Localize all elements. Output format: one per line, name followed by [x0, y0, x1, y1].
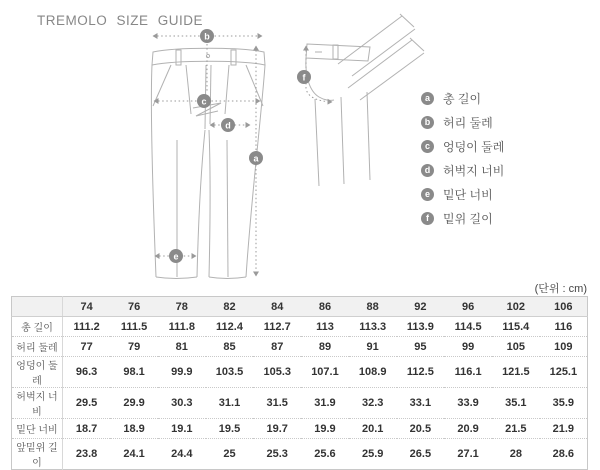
value-cell: 19.5 — [206, 419, 254, 439]
value-cell: 112.4 — [206, 317, 254, 337]
value-cell: 113.3 — [349, 317, 397, 337]
size-table-body — [12, 317, 588, 470]
value-cell: 24.4 — [158, 439, 206, 470]
size-column-header: 92 — [397, 297, 445, 317]
value-cell: 21.9 — [540, 419, 588, 439]
legend-item — [421, 212, 504, 225]
value-cell: 31.9 — [301, 388, 349, 419]
corner-cell — [12, 297, 63, 317]
value-cell: 111.8 — [158, 317, 206, 337]
size-column-header: 102 — [492, 297, 540, 317]
legend-label: 총 길이 — [443, 92, 482, 106]
value-cell: 116.1 — [444, 357, 492, 388]
legend-label: 밑단 너비 — [443, 188, 493, 202]
page-title: TREMOLO SIZE GUIDE — [37, 13, 204, 28]
legend-badge-b: b — [421, 116, 434, 129]
size-column-header: 74 — [63, 297, 111, 317]
value-cell: 33.1 — [397, 388, 445, 419]
value-cell: 81 — [158, 337, 206, 357]
row-label: 허벅지 너비 — [12, 388, 63, 419]
size-column-header: 78 — [158, 297, 206, 317]
svg-text:b: b — [204, 31, 210, 42]
legend-badge-e: e — [421, 188, 434, 201]
legend-badge-c: c — [421, 140, 434, 153]
size-column-header: 96 — [444, 297, 492, 317]
pants-front-view — [151, 48, 265, 278]
svg-text:d: d — [225, 120, 231, 131]
value-cell: 87 — [253, 337, 301, 357]
value-cell: 99 — [444, 337, 492, 357]
legend-item — [421, 188, 504, 201]
value-cell: 35.1 — [492, 388, 540, 419]
value-cell: 105 — [492, 337, 540, 357]
legend-label: 허벅지 너비 — [443, 164, 505, 178]
table-row — [12, 357, 588, 388]
size-table — [11, 296, 588, 470]
value-cell: 19.9 — [301, 419, 349, 439]
value-cell: 24.1 — [110, 439, 158, 470]
unit-note: (단위 : cm) — [534, 283, 587, 295]
svg-text:a: a — [253, 153, 259, 164]
measurement-legend — [421, 92, 504, 225]
legend-item — [421, 116, 504, 129]
svg-text:e: e — [173, 251, 179, 262]
value-cell: 111.5 — [110, 317, 158, 337]
value-cell: 114.5 — [444, 317, 492, 337]
value-cell: 95 — [397, 337, 445, 357]
value-cell: 111.2 — [63, 317, 111, 337]
table-row — [12, 317, 588, 337]
value-cell: 28 — [492, 439, 540, 470]
value-cell: 109 — [540, 337, 588, 357]
value-cell: 107.1 — [301, 357, 349, 388]
size-table-header-row — [12, 297, 588, 317]
row-label: 허리 둘레 — [12, 337, 63, 357]
value-cell: 105.3 — [253, 357, 301, 388]
value-cell: 112.7 — [253, 317, 301, 337]
value-cell: 19.7 — [253, 419, 301, 439]
value-cell: 99.9 — [158, 357, 206, 388]
value-cell: 25.3 — [253, 439, 301, 470]
value-cell: 19.1 — [158, 419, 206, 439]
value-cell: 18.9 — [110, 419, 158, 439]
size-column-header: 84 — [253, 297, 301, 317]
value-cell: 25 — [206, 439, 254, 470]
row-label: 엉덩이 둘레 — [12, 357, 63, 388]
value-cell: 21.5 — [492, 419, 540, 439]
value-cell: 31.5 — [253, 388, 301, 419]
value-cell: 85 — [206, 337, 254, 357]
legend-label: 허리 둘레 — [443, 116, 493, 130]
value-cell: 91 — [349, 337, 397, 357]
value-cell: 25.9 — [349, 439, 397, 470]
value-cell: 112.5 — [397, 357, 445, 388]
value-cell: 33.9 — [444, 388, 492, 419]
value-cell: 121.5 — [492, 357, 540, 388]
legend-item — [421, 92, 504, 105]
legend-item — [421, 140, 504, 153]
size-column-header: 82 — [206, 297, 254, 317]
table-row — [12, 439, 588, 470]
pants-side-view — [306, 14, 424, 186]
size-column-header: 76 — [110, 297, 158, 317]
value-cell: 26.5 — [397, 439, 445, 470]
value-cell: 29.5 — [63, 388, 111, 419]
svg-text:f: f — [302, 72, 306, 83]
legend-label: 엉덩이 둘레 — [443, 140, 505, 154]
row-label: 밑단 너비 — [12, 419, 63, 439]
size-column-header: 106 — [540, 297, 588, 317]
value-cell: 31.1 — [206, 388, 254, 419]
value-cell: 96.3 — [63, 357, 111, 388]
value-cell: 23.8 — [63, 439, 111, 470]
legend-item — [421, 164, 504, 177]
value-cell: 28.6 — [540, 439, 588, 470]
row-label: 앞밑위 길이 — [12, 439, 63, 470]
value-cell: 35.9 — [540, 388, 588, 419]
value-cell: 116 — [540, 317, 588, 337]
table-row — [12, 419, 588, 439]
value-cell: 20.1 — [349, 419, 397, 439]
row-label: 총 길이 — [12, 317, 63, 337]
value-cell: 115.4 — [492, 317, 540, 337]
value-cell: 25.6 — [301, 439, 349, 470]
value-cell: 32.3 — [349, 388, 397, 419]
measurement-markers — [153, 29, 332, 276]
value-cell: 113 — [301, 317, 349, 337]
value-cell: 89 — [301, 337, 349, 357]
table-row — [12, 388, 588, 419]
size-column-header: 86 — [301, 297, 349, 317]
table-row — [12, 337, 588, 357]
value-cell: 20.5 — [397, 419, 445, 439]
value-cell: 77 — [63, 337, 111, 357]
legend-badge-a: a — [421, 92, 434, 105]
legend-label: 밑위 길이 — [443, 212, 493, 226]
value-cell: 29.9 — [110, 388, 158, 419]
value-cell: 30.3 — [158, 388, 206, 419]
legend-badge-f: f — [421, 212, 434, 225]
value-cell: 27.1 — [444, 439, 492, 470]
value-cell: 98.1 — [110, 357, 158, 388]
svg-text:c: c — [201, 96, 207, 107]
value-cell: 125.1 — [540, 357, 588, 388]
legend-badge-d: d — [421, 164, 434, 177]
size-column-header: 88 — [349, 297, 397, 317]
size-table-container — [11, 296, 588, 470]
value-cell: 79 — [110, 337, 158, 357]
value-cell: 20.9 — [444, 419, 492, 439]
value-cell: 108.9 — [349, 357, 397, 388]
value-cell: 103.5 — [206, 357, 254, 388]
value-cell: 113.9 — [397, 317, 445, 337]
value-cell: 18.7 — [63, 419, 111, 439]
